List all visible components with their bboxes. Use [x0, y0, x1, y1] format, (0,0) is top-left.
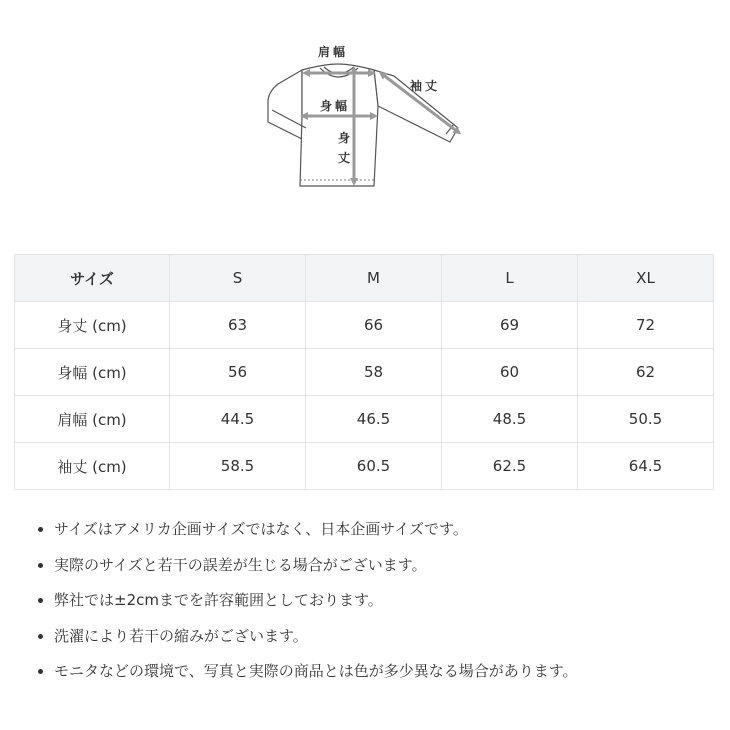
- notes-list: [36, 512, 714, 690]
- row-label: 肩幅 (cm): [15, 396, 170, 443]
- table-row-chest: [15, 349, 714, 396]
- header-size-l: L: [442, 255, 578, 302]
- size-table-body: [15, 302, 714, 490]
- table-row-sleeve: [15, 443, 714, 490]
- size-table: [14, 254, 714, 490]
- table-cell: 60.5: [306, 443, 442, 490]
- list-item: • 洗濯により若干の縮みがございます。: [54, 619, 714, 655]
- list-item: • 弊社では±2cmまでを許容範囲としております。: [54, 583, 714, 619]
- list-item: • サイズはアメリカ企画サイズではなく、日本企画サイズです。: [54, 512, 714, 548]
- header-size-m: M: [306, 255, 442, 302]
- table-cell: 62: [578, 349, 714, 396]
- table-cell: 62.5: [442, 443, 578, 490]
- table-cell: 64.5: [578, 443, 714, 490]
- table-cell: 56: [170, 349, 306, 396]
- shirt-diagram-svg: [262, 40, 472, 192]
- header-size-label: サイズ: [15, 255, 170, 302]
- row-label: 身幅 (cm): [15, 349, 170, 396]
- sleeve-label: 袖丈: [410, 79, 441, 93]
- row-label: 袖丈 (cm): [15, 443, 170, 490]
- table-cell: 48.5: [442, 396, 578, 443]
- garment-measurement-diagram: [262, 40, 472, 192]
- table-cell: 58.5: [170, 443, 306, 490]
- chest-label: 身幅: [320, 99, 351, 113]
- length-label-bottom: 丈: [338, 151, 351, 165]
- table-cell: 72: [578, 302, 714, 349]
- table-cell: 60: [442, 349, 578, 396]
- header-size-xl: XL: [578, 255, 714, 302]
- size-table-header: [15, 255, 714, 302]
- table-cell: 50.5: [578, 396, 714, 443]
- list-item: • モニタなどの環境で、写真と実際の商品とは色が多少異なる場合があります。: [54, 654, 714, 690]
- length-label-top: 身: [338, 131, 351, 145]
- table-cell: 44.5: [170, 396, 306, 443]
- table-cell: 63: [170, 302, 306, 349]
- row-label: 身丈 (cm): [15, 302, 170, 349]
- table-row-shoulder: [15, 396, 714, 443]
- table-cell: 58: [306, 349, 442, 396]
- table-row-length: [15, 302, 714, 349]
- header-row: [15, 255, 714, 302]
- list-item: • 実際のサイズと若干の誤差が生じる場合がございます。: [54, 548, 714, 584]
- table-cell: 69: [442, 302, 578, 349]
- table-cell: 66: [306, 302, 442, 349]
- table-cell: 46.5: [306, 396, 442, 443]
- header-size-s: S: [170, 255, 306, 302]
- shoulder-label: 肩幅: [318, 45, 349, 59]
